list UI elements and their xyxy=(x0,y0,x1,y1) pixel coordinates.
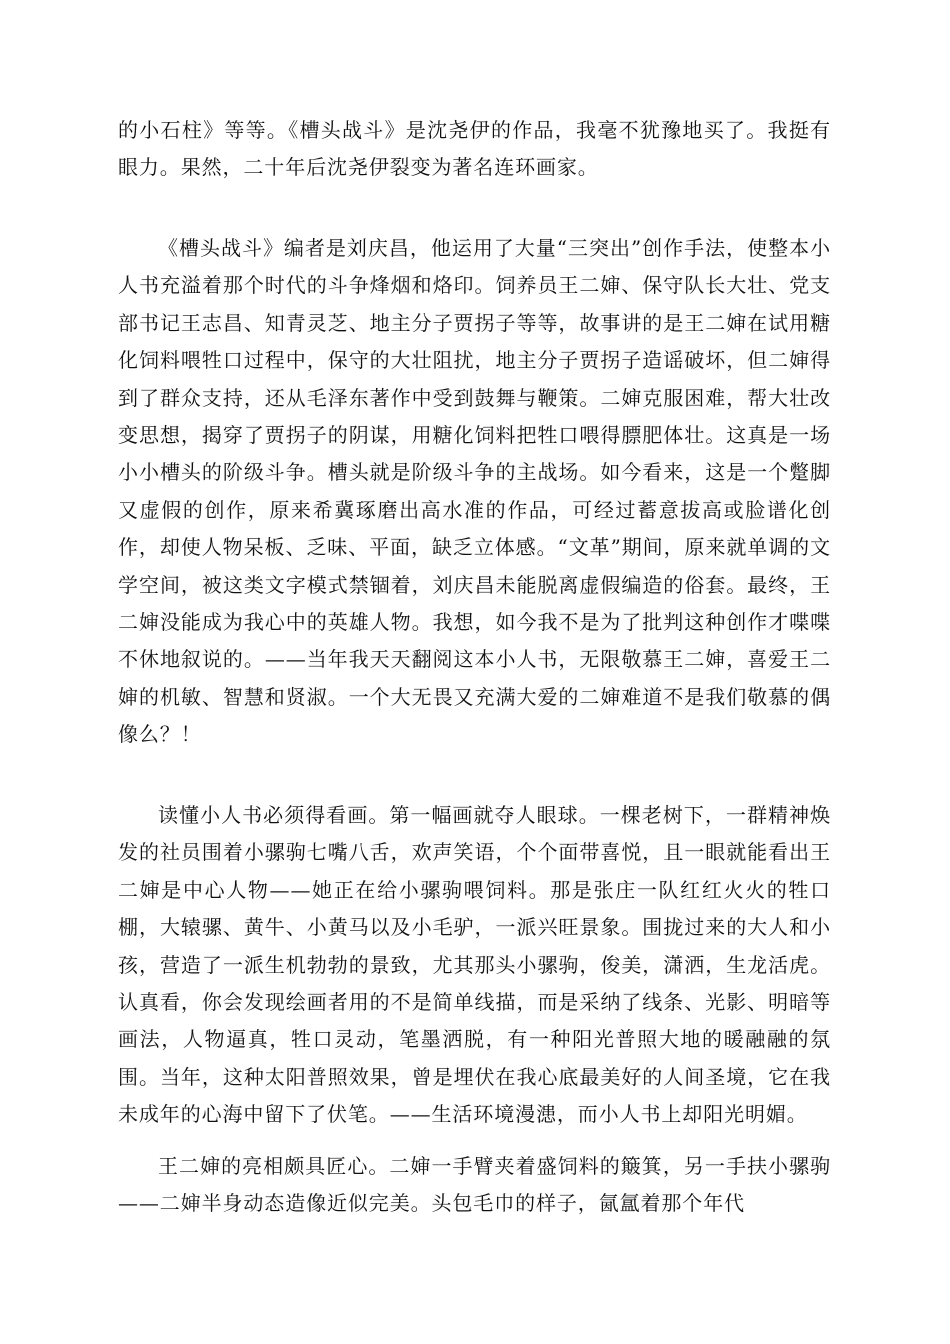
paragraph-text: 读懂小人书必须得看画。第一幅画就夺人眼球。一棵老树下，一群精神焕发的社员围着小骡驹七嘴八舌，欢声笑语，个个面带喜悦，且一眼就能看出王二婶是中心人物——她正在给小骡驹喂饲料。那是张庄一队红红火火的牲口棚，大辕骡、黄牛、小黄马以及小毛驴，一派兴旺景象。围拢过来的大人和小孩，营造了一派生机勃勃的景致，尤其那头小骡驹，俊美，潇洒，生龙活虎。认真看，你会发现绘画者用的不是简单线描，而是采纳了线条、光影、明暗等画法，人物逼真，牲口灵动，笔墨洒脱，有一种阳光普照大地的暖融融的氛围。当年，这种太阳普照效果，曾是埋伏在我心底最美好的人间圣境，它在我未成年的心海中留下了伏笔。——生活环境漫漶，而小人书上却阳光明媚。 xyxy=(118,803,831,1127)
paragraph-text: 《槽头战斗》编者是刘庆昌，他运用了大量“三突出”创作手法，使整本小人书充溢着那个时代的斗争烽烟和烙印。饲养员王二婶、保守队长大壮、党支部书记王志昌、知青灵芝、地主分子贾拐子等等，故事讲的是王二婶在试用糖化饲料喂牲口过程中，保守的大壮阻扰，地主分子贾拐子造谣破坏，但二婶得到了群众支持，还从毛泽东著作中受到鼓舞与鞭策。二婶克服困难，帮大壮改变思想，揭穿了贾拐子的阴谋，用糖化饲料把牲口喂得膘肥体壮。这真是一场小小槽头的阶级斗争。槽头就是阶级斗争的主战场。如今看来，这是一个蹩脚又虚假的创作，原来希冀琢磨出高水准的作品，可经过蓄意拔高或脸谱化创作，却使人物呆板、乏味、平面，缺乏立体感。“文革”期间，原来就单调的文学空间，被这类文字模式禁锢着，刘庆昌未能脱离虚假编造的俗套。最终，王二婶没能成为我心中的英雄人物。我想，如今我不是为了批判这种创作才喋喋不休地叙说的。——当年我天天翻阅这本小人书，无限敬慕王二婶，喜爱王二婶的机敏、智慧和贤淑。一个大无畏又充满大爱的二婶难道不是我们敬慕的偶像么？！ xyxy=(118,236,831,747)
paragraph-1 xyxy=(118,112,831,187)
paragraph-4 xyxy=(118,1148,831,1223)
paragraph-text: 王二婶的亮相颇具匠心。二婶一手臂夹着盛饲料的簸箕，另一手扶小骡驹——二婶半身动态造像近似完美。头包毛巾的样子，氤氲着那个年代 xyxy=(118,1154,831,1216)
paragraph-2 xyxy=(118,230,831,754)
paragraph-text: 的小石柱》等等。《槽头战斗》是沈尧伊的作品，我毫不犹豫地买了。我挺有眼力。果然，二十年后沈尧伊裂变为著名连环画家。 xyxy=(118,118,831,180)
paragraph-3 xyxy=(118,797,831,1134)
